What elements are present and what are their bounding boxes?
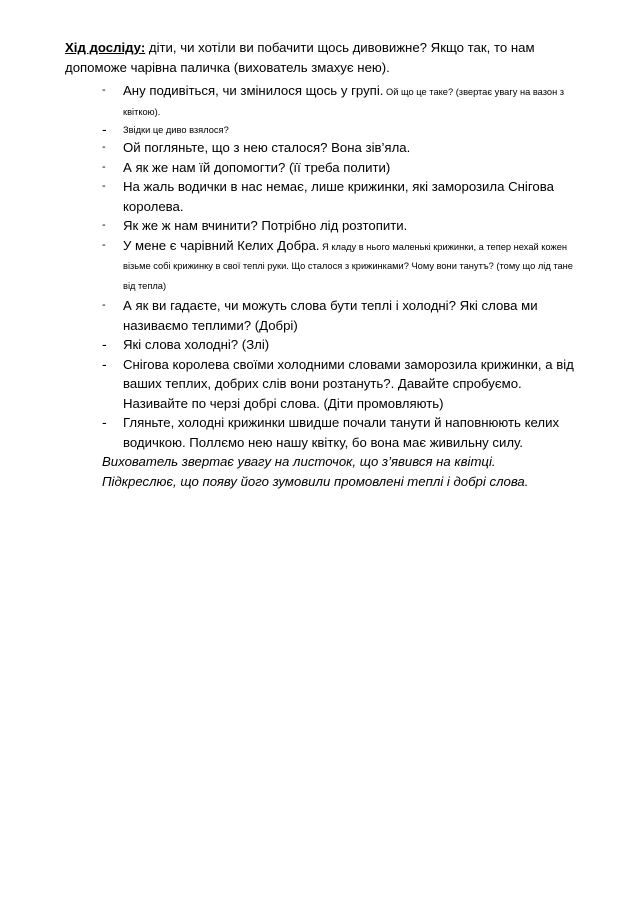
section-heading: Хід досліду: xyxy=(65,40,146,55)
list-dash: - xyxy=(102,141,106,153)
step-note: Звідки це диво взялося? xyxy=(123,125,229,135)
list-dash: - xyxy=(102,160,106,173)
list-item xyxy=(65,355,585,414)
document-page xyxy=(65,38,585,492)
list-item xyxy=(65,236,585,295)
list-item xyxy=(65,216,585,236)
list-dash: - xyxy=(102,219,106,231)
list-item xyxy=(65,335,585,355)
step-main: А як ви гадаєте, чи можуть слова бути теплі і холодні? Які слова ми називаємо теплими? (Добрі) xyxy=(123,298,538,333)
step-main: Які слова холодні? (Злі) xyxy=(123,337,270,352)
list-dash: - xyxy=(102,121,107,137)
list-item xyxy=(65,81,585,120)
list-item xyxy=(65,177,585,216)
intro-text: діти, чи хотіли ви побачити щось дивовижне? Якщо так, то нам допоможе чарівна паличка (вихователь змахує нею). xyxy=(65,40,535,75)
list-dash: - xyxy=(102,84,106,96)
dialogue-list xyxy=(65,81,585,452)
closing-line-1: Вихователь звертає увагу на листочок, що з’явився на квітці. xyxy=(102,454,496,469)
step-main: У мене є чарівний Келих Добра. xyxy=(123,237,320,253)
list-dash: - xyxy=(102,355,107,372)
step-note: Я кладу в нього маленькі крижинки, а тепер нехай кожен візьме собі крижинку в свої теплі руки. Що сталося з крижинками? Чому вони танутъ? (тому що лід тане від тепла) xyxy=(123,241,573,291)
step-main: Ану подивіться, чи змінилося щось у групі. xyxy=(123,83,384,98)
list-dash: - xyxy=(102,238,106,251)
closing-line-2: Підкреслює, що появу його зумовили промовлені теплі і добрі слова. xyxy=(102,474,529,489)
list-item xyxy=(65,413,585,452)
list-item xyxy=(65,158,585,178)
step-main: А як же нам їй допомогти? (її треба полити) xyxy=(123,159,391,175)
step-main: На жаль водички в нас немає, лише крижинки, які заморозила Снігова королева. xyxy=(123,179,554,214)
step-main: Як же ж нам вчинити? Потрібно лід розтопити. xyxy=(123,218,408,233)
step-main: Гляньте, холодні крижинки швидше почали танути й наповнюють келих водичкою. Поллємо нею нашу квітку, бо вона має живильну силу. xyxy=(123,415,560,450)
list-item xyxy=(65,296,585,335)
step-main: Ой погляньте, що з нею сталося? Вона зів’яла. xyxy=(123,140,411,155)
list-item xyxy=(65,138,585,158)
list-dash: - xyxy=(102,299,106,311)
step-note: Ой що це таке? (звертає увагу на вазон з квіткою). xyxy=(123,87,565,117)
list-dash: - xyxy=(102,414,107,430)
list-item xyxy=(65,120,585,138)
intro-paragraph xyxy=(65,38,585,78)
list-dash: - xyxy=(102,180,106,192)
list-dash: - xyxy=(102,336,107,352)
step-main: Снігова королева своїми холодними словами заморозила крижинки, а від ваших теплих, добрих слів вони розтануть?. Давайте спробуємо. Називайте по черзі добрі слова. (Діти промовляють) xyxy=(123,356,574,411)
